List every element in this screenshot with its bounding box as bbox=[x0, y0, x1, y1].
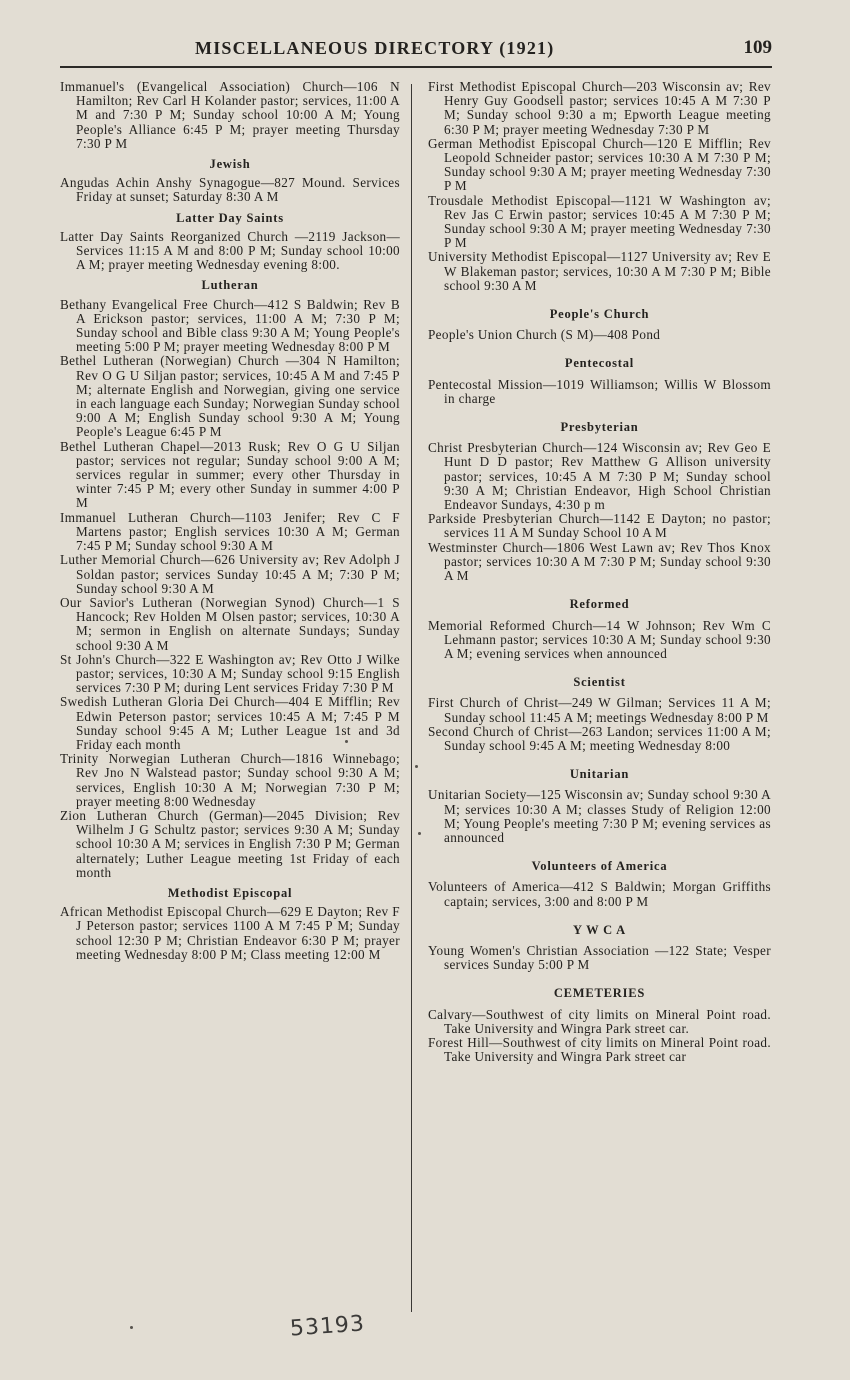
directory-entry: Volunteers of America—412 S Baldwin; Morgan Griffiths captain; services, 3:00 and 8:00 P M bbox=[428, 879, 771, 909]
directory-entry: First Church of Christ—249 W Gilman; Services 11 A M; Sunday school 11:45 A M; meetings Wednesday 8:00 P M bbox=[428, 695, 771, 725]
right-column bbox=[428, 80, 771, 1064]
directory-entry: Bethel Lutheran (Norwegian) Church —304 N Hamilton; Rev O G U Siljan pastor; services, 10:45 A M and 7:45 P M; alternate English and Norwegian, giving one service in each language each Sunday; Norwegian Sunday school 9:00 A M; English Sunday school 9:30 A M; Young People's League 6:45 P M bbox=[60, 353, 400, 440]
directory-entry: Calvary—Southwest of city limits on Mineral Point road. Take University and Wingra Park street car. bbox=[428, 1006, 771, 1036]
directory-entry: Our Savior's Lutheran (Norwegian Synod) Church—1 S Hancock; Rev Holden M Olsen pastor; services, 10:30 A M; sermon in English on alternate Sundays; Sunday school 9:30 A M bbox=[60, 594, 400, 653]
directory-entry: Christ Presbyterian Church—124 Wisconsin av; Rev Geo E Hunt D D pastor; Rev Matthew G Allison university pastor; services, 10:45 A M 7:30 P M; Sunday school 9:30 A M; Christian Endeavor, High School Christian Endeavor Sundays, 4:30 p m bbox=[428, 440, 771, 513]
directory-entry: First Methodist Episcopal Church—203 Wisconsin av; Rev Henry Guy Goodsell pastor; services 10:45 A M 7:30 P M; Sunday school 9:30 a m; Epworth League meeting 6:30 P M; prayer meeting Wednesday 7:30 P M bbox=[428, 79, 771, 137]
section-heading: Jewish bbox=[209, 157, 251, 172]
directory-entry: People's Union Church (S M)—408 Pond bbox=[428, 327, 661, 343]
section-heading: Latter Day Saints bbox=[176, 210, 284, 225]
directory-entry: Pentecostal Mission—1019 Williamson; Willis W Blossom in charge bbox=[428, 376, 771, 406]
directory-entry: Immanuel's (Evangelical Association) Church—106 N Hamilton; Rev Carl H Kolander pastor; services, 11:00 A M and 7:30 P M; Sunday school 10:00 A M; Young People's Alliance 6:45 P M; prayer meeting Thursday 7:30 P M bbox=[60, 79, 400, 151]
section-heading: Methodist Episcopal bbox=[167, 885, 293, 900]
section-heading: CEMETERIES bbox=[553, 986, 646, 1001]
directory-entry: Trinity Norwegian Lutheran Church—1816 Winnebago; Rev Jno N Walstead pastor; Sunday school 9:30 A M; services, English 10:30 A M; Norwegian 7:30 P M; prayer meeting 8:00 Wednesday bbox=[60, 751, 400, 809]
directory-entry: Swedish Lutheran Gloria Dei Church—404 E Mifflin; Rev Edwin Peterson pastor; services 10:45 A M; 7:45 P M Sunday school 9:45 A M; Luther League 1st and 3d Friday each month bbox=[60, 694, 400, 752]
directory-entry: Zion Lutheran Church (German)—2045 Division; Rev Wilhelm J G Schultz pastor; services 9:30 A M; Sunday school 10:30 A M; services in English 7:30 P M; German alternately; Luther League meeting 1st Friday of each month bbox=[60, 807, 400, 880]
section-heading: Pentecostal bbox=[564, 356, 635, 371]
directory-entry: Bethany Evangelical Free Church—412 S Baldwin; Rev B A Erickson pastor; services, 11:00 A M; 7:30 P M; Sunday school and Bible class 9:30 A M; Young People's meeting 5:00 P M; prayer meeting Wednesday 8:00 P M bbox=[60, 296, 400, 355]
directory-entry: German Methodist Episcopal Church—120 E Mifflin; Rev Leopold Schneider pastor; services 10:30 A M 7:30 P M; Sunday school 9:30 A M; prayer meeting Wednesday 7:30 P M bbox=[428, 135, 771, 194]
directory-entry: Latter Day Saints Reorganized Church —2119 Jackson—Services 11:15 A M and 8:00 P M; Sunday school 10:00 A M; prayer meeting Wednesday evening 8:00. bbox=[60, 228, 400, 273]
directory-entry: Immanuel Lutheran Church—1103 Jenifer; Rev C F Martens pastor; English services 10:30 A M; German 7:45 P M; Sunday school 9:30 A M bbox=[60, 509, 400, 554]
page-header bbox=[60, 38, 772, 68]
directory-entry: Parkside Presbyterian Church—1142 E Dayton; no pastor; services 11 A M Sunday School 10 A M bbox=[428, 511, 771, 541]
page-number: 109 bbox=[743, 37, 772, 58]
column-divider bbox=[411, 84, 412, 1312]
section-heading: Unitarian bbox=[569, 767, 630, 782]
left-column bbox=[60, 80, 400, 962]
directory-entry: Luther Memorial Church—626 University av; Rev Adolph J Soldan pastor; services Sunday 10:45 A M; 7:30 P M; Sunday school 9:30 A M bbox=[60, 552, 400, 596]
ink-speck bbox=[418, 832, 421, 835]
page-title: MISCELLANEOUS DIRECTORY (1921) bbox=[195, 38, 555, 58]
ink-speck bbox=[415, 765, 418, 768]
directory-entry: African Methodist Episcopal Church—629 E Dayton; Rev F J Peterson pastor; services 1100 A M 7:45 P M; Sunday school 12:30 P M; Christian Endeavor 6:30 P M; prayer meeting Wednesday 8:00 P M; Class meeting 12:00 M bbox=[60, 904, 400, 962]
directory-entry: Second Church of Christ—263 Landon; services 11:00 A M; Sunday school 9:45 A M; meeting Wednesday 8:00 bbox=[428, 723, 771, 753]
directory-entry: Angudas Achin Anshy Synagogue—827 Mound. Services Friday at sunset; Saturday 8:30 A M bbox=[60, 175, 400, 205]
directory-entry: University Methodist Episcopal—1127 University av; Rev E W Blakeman pastor; services, 10:30 A M 7:30 P M; Bible school 9:30 A M bbox=[428, 249, 771, 293]
directory-entry: Westminster Church—1806 West Lawn av; Rev Thos Knox pastor; services 10:30 A M 7:30 P M; Sunday school 9:30 A M bbox=[428, 539, 771, 584]
ink-speck bbox=[345, 740, 348, 743]
directory-entry: St John's Church—322 E Washington av; Rev Otto J Wilke pastor; services, 10:30 A M; Sunday school 9:15 English services 7:30 P M; during Lent services Friday 7:30 P M bbox=[60, 651, 400, 696]
ink-speck bbox=[130, 1326, 133, 1329]
directory-entry: Young Women's Christian Association —122 State; Vesper services Sunday 5:00 P M bbox=[428, 942, 771, 973]
section-heading: People's Church bbox=[549, 307, 650, 322]
directory-entry: Unitarian Society—125 Wisconsin av; Sunday school 9:30 A M; services 10:30 A M; classes Study of Religion 12:00 M; Young People's meeting 7:30 P M; evening services as announced bbox=[428, 787, 771, 845]
handwritten-note: 53193 bbox=[289, 1311, 366, 1342]
section-heading: Lutheran bbox=[201, 278, 259, 293]
directory-entry: Bethel Lutheran Chapel—2013 Rusk; Rev O G U Siljan pastor; services not regular; Sunday school 9:00 A M; services regular in summer; every other Thursday in winter 7:45 P M; every other Sunday in summer 4:00 P M bbox=[60, 438, 400, 511]
directory-entry: Trousdale Methodist Episcopal—1121 W Washington av; Rev Jas C Erwin pastor; services 10:45 A M 7:30 P M; Sunday school 9:30 A M; prayer meeting Wednesday 7:30 P M bbox=[428, 192, 771, 251]
directory-entry: Memorial Reformed Church—14 W Johnson; Rev Wm C Lehmann pastor; services 10:30 A M; Sunday school 9:30 A M; evening services when announced bbox=[428, 617, 771, 661]
section-heading: Scientist bbox=[573, 675, 626, 690]
directory-entry: Forest Hill—Southwest of city limits on Mineral Point road. Take University and Wingra Park street car bbox=[428, 1034, 771, 1065]
section-heading: Presbyterian bbox=[560, 420, 639, 435]
section-heading: Volunteers of America bbox=[531, 859, 668, 874]
section-heading: Y W C A bbox=[573, 922, 626, 937]
section-heading: Reformed bbox=[569, 597, 630, 612]
